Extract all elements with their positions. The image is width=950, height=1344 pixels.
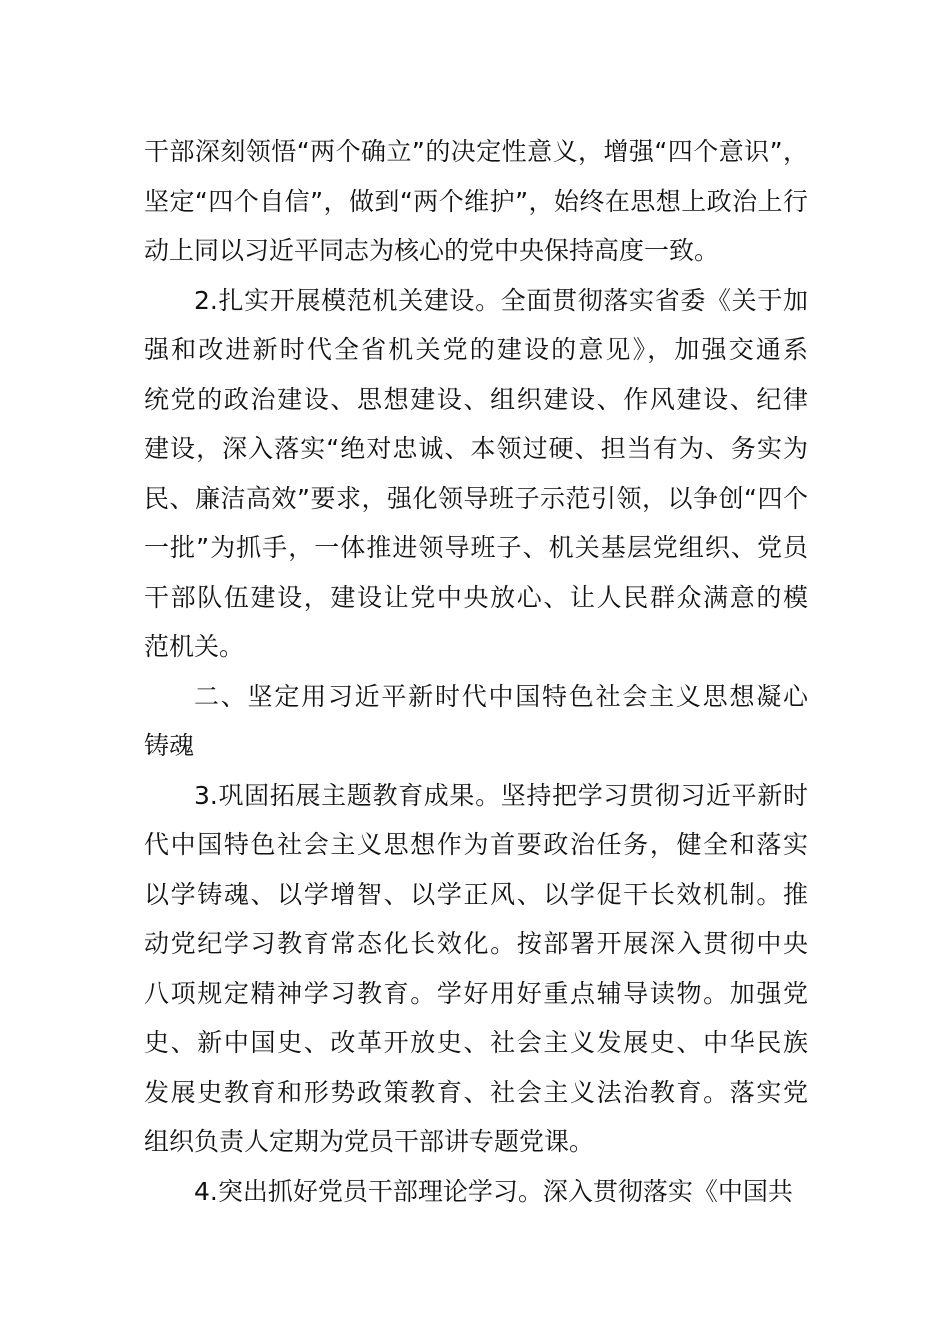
paragraph-line: 4.突出抓好党员干部理论学习。深入贯彻落实《中国共 [194,1176,793,1206]
paragraph-line: 2.扎实开展模范机关建设。全面贯彻落实省委《关于加 [194,285,808,315]
paragraph-line: 一批”为抓手，一体推进领导班子、机关基层党组织、党员 [144,533,808,562]
paragraph-line: 范机关。 [144,632,245,661]
paragraph-line: 以学铸魂、以学增智、以学正风、以学促干长效机制。推 [144,879,808,909]
paragraph-line: 建设，深入落实“绝对忠诚、本领过硬、担当有为、务实为 [144,434,808,463]
paragraph-line: 强和改进新时代全省机关党的建设的意见》，加强交通系 [144,335,808,364]
paragraph-4 [144,1167,808,1217]
document-body [144,127,808,1216]
paragraph-line: 统党的政治建设、思想建设、组织建设、作风建设、纪律 [144,384,808,414]
paragraph-0 [144,127,808,276]
paragraph-1 [144,276,808,672]
paragraph-line: 八项规定精神学习教育。学好用好重点辅导读物。加强党 [144,978,808,1008]
paragraph-line: 二、坚定用习近平新时代中国特色社会主义思想凝心 [194,681,808,711]
paragraph-line: 动上同以习近平同志为核心的党中央保持高度一致。 [144,236,720,265]
paragraph-line: 铸魂 [144,731,195,760]
paragraph-line: 代中国特色社会主义思想作为首要政治任务，健全和落实 [144,830,808,859]
paragraph-line: 干部队伍建设，建设让党中央放心、让人民群众满意的模 [144,582,808,612]
paragraph-2 [144,672,808,771]
paragraph-line: 坚定“四个自信”，做到“两个维护”，始终在思想上政治上行 [144,186,808,216]
paragraph-line: 史、新中国史、改革开放史、社会主义发展史、中华民族 [144,1028,808,1057]
paragraph-line: 动党纪学习教育常态化长效化。按部署开展深入贯彻中央 [144,929,808,958]
paragraph-3 [144,771,808,1167]
paragraph-line: 组织负责人定期为党员干部讲专题党课。 [144,1127,595,1156]
paragraph-line: 干部深刻领悟“两个确立”的决定性意义，增强“四个意识”， [144,137,808,166]
paragraph-line: 民、廉洁高效”要求，强化领导班子示范引领，以争创“四个 [144,483,808,513]
paragraph-line: 发展史教育和形势政策教育、社会主义法治教育。落实党 [144,1077,808,1107]
paragraph-line: 3.巩固拓展主题教育成果。坚持把学习贯彻习近平新时 [194,780,808,810]
